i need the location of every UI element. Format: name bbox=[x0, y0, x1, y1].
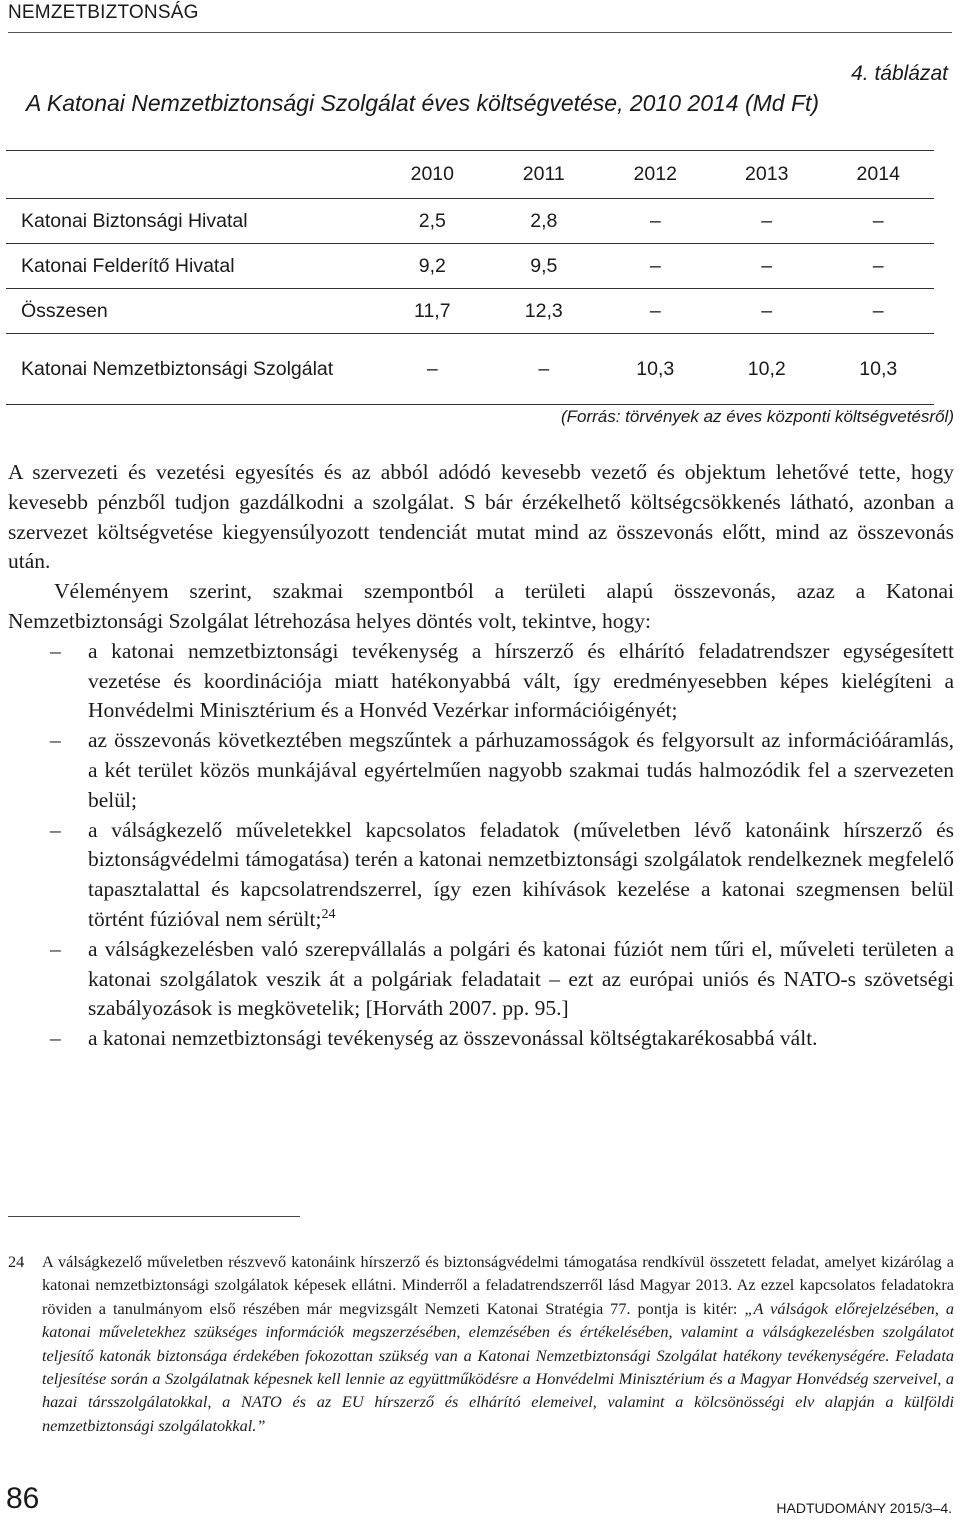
list-item-text: a katonai nemzetbiztonsági tevékenység az összevonással költségtakarékosabbá vált. bbox=[88, 1026, 818, 1051]
list-item-text: a katonai nemzetbiztonsági tevékenység a hírszerző és elhárító feladatrendszer egységesített vezetése és koordinációja miatt hatékonyabbá vált, így eredményesebben képes kielégíteni a Honvédelmi Minisztérium és a Honvéd Vezérkar információigényét; bbox=[88, 638, 954, 723]
running-header: NEMZETBIZTONSÁG bbox=[8, 2, 199, 23]
table-cell: – bbox=[711, 199, 822, 244]
table-cell: 10,3 bbox=[600, 334, 711, 405]
table-cell: – bbox=[600, 199, 711, 244]
table-row bbox=[6, 289, 934, 334]
table-header-row bbox=[6, 151, 934, 199]
row-label: Katonai Nemzetbiztonsági Szolgálat bbox=[6, 334, 377, 405]
dash-bullet: – bbox=[50, 638, 61, 663]
table-cell: – bbox=[822, 244, 934, 289]
list-item bbox=[8, 1024, 954, 1054]
row-label: Katonai Biztonsági Hivatal bbox=[6, 199, 377, 244]
list-item bbox=[8, 637, 954, 726]
list-item bbox=[8, 816, 954, 935]
footnote-reference[interactable]: 24 bbox=[321, 906, 336, 922]
list-item-text: a válságkezelésben való szerepvállalás a polgári és katonai fúziót nem tűri el, műveleti területen a katonai szolgálatok veszik át a polgáriak feladatait – ezt az európai uniós és NATO-s szövetségi szabályozások is megkövetelik; [Horváth 2007. pp. 95.] bbox=[88, 936, 954, 1021]
list-item-text: a válságkezelő műveletekkel kapcsolatos feladatok (műveletben lévő katonáink hírszerző és biztonságvédelmi támogatása) terén a katonai nemzetbiztonsági szolgálatok rendelkeznek megfelelő tapasztalattal és kapcsolatrendszerrel, így ezen kihívások kezelése a katonai szegmensen belül történt fúzióval nem sérült; bbox=[88, 817, 954, 931]
year-header: 2010 bbox=[377, 151, 488, 199]
page-number: 86 bbox=[6, 1482, 40, 1515]
list-item bbox=[8, 726, 954, 815]
table-title: A Katonai Nemzetbiztonsági Szolgálat éves költségvetése, 2010 2014 (Md Ft) bbox=[26, 90, 820, 116]
footnote-body bbox=[42, 1250, 954, 1437]
table-row bbox=[6, 244, 934, 289]
table-cell: – bbox=[600, 244, 711, 289]
footnote-number: 24 bbox=[8, 1252, 25, 1271]
table-cell: – bbox=[488, 334, 599, 405]
table-cell: – bbox=[711, 289, 822, 334]
list-item bbox=[8, 935, 954, 1024]
paragraph: Véleményem szerint, szakmai szempontból a területi alapú összevonás, azaz a Katonai Nemzetbiztonsági Szolgálat létrehozása helyes döntés volt, tekintve, hogy: bbox=[8, 579, 954, 633]
header-rule bbox=[8, 32, 952, 33]
table-header-empty bbox=[6, 151, 377, 199]
dash-bullet: – bbox=[50, 728, 61, 753]
table-cell: – bbox=[822, 289, 934, 334]
table-cell: 10,3 bbox=[822, 334, 934, 405]
year-header: 2011 bbox=[488, 151, 599, 199]
body-text bbox=[8, 458, 954, 1054]
table-row bbox=[6, 199, 934, 244]
table-cell: 2,8 bbox=[488, 199, 599, 244]
table-cell: – bbox=[377, 334, 488, 405]
table-number: 4. táblázat bbox=[851, 62, 948, 85]
budget-table bbox=[6, 150, 934, 405]
running-footer: HADTUDOMÁNY 2015/3–4. bbox=[776, 1500, 952, 1516]
table-cell: – bbox=[822, 199, 934, 244]
table-source-note: (Forrás: törvények az éves központi költségvetésről) bbox=[560, 407, 954, 426]
row-label: Összesen bbox=[6, 289, 377, 334]
table-cell: 2,5 bbox=[377, 199, 488, 244]
footnote bbox=[8, 1250, 954, 1437]
table-cell: 9,2 bbox=[377, 244, 488, 289]
paragraph: A szervezeti és vezetési egyesítés és az abból adódó kevesebb vezető és objektum lehetővé tette, hogy kevesebb pénzből tudjon gazdálkodni a szolgálat. S bár érzékelhető költségcsökkenés látható, azonban a szervezet költségvetése kiegyensúlyozott tendenciát mutat mind az összevonás előtt, mind az összevonás után. bbox=[8, 460, 954, 574]
year-header: 2012 bbox=[600, 151, 711, 199]
row-label: Katonai Felderítő Hivatal bbox=[6, 244, 377, 289]
table-cell: 10,2 bbox=[711, 334, 822, 405]
table-cell: 11,7 bbox=[377, 289, 488, 334]
dash-bullet: – bbox=[50, 817, 61, 842]
list-item-text: az összevonás következtében megszűntek a párhuzamosságok és felgyorsult az információáramlás, a két terület közös munkájával egyértelműen nagyobb szakmai tudás halmozódik fel a szervezeten belül; bbox=[88, 728, 954, 812]
footnote-quote: „A válságok előrejelzésében, a katonai műveletekhez szükséges információk megszerzésében, elemzésében és értékelésében, valamint a válságkezelésben szolgálatot teljesítő katonák biztonsága érdekében fokozottan szükség van a Katonai Nemzetbiztonsági Szolgálat hatékony tevékenységére. Feladata teljesítése során a Szolgálatnak képesnek kell lennie az együttműködésre a Honvédelmi Minisztérium és a Magyar Honvédség szerveivel, a hazai társszolgálatokkal, a NATO és az EU hírszerző és elhárító elemeivel, valamint a kölcsönösségi elv alapján a külföldi nemzetbiztonsági szolgálatokkal.” bbox=[42, 1298, 954, 1435]
year-header: 2014 bbox=[822, 151, 934, 199]
table-cell: 12,3 bbox=[488, 289, 599, 334]
year-header: 2013 bbox=[711, 151, 822, 199]
table-cell: – bbox=[711, 244, 822, 289]
footnote-text: A válságkezelő műveletben részvevő katonáink hírszerző és biztonságvédelmi támogatása rendkívül összetett feladat, amelyet kizárólag a katonai nemzetbiztonsági szolgálatok képesek ellátni. Minderről a feladatrendszerről lásd Magyar 2013. Az ezzel kapcsolatos feladatokra röviden a tanulmányom első részében már megvizsgált Nemzeti Katonai Stratégia 77. pontja is kitér: bbox=[42, 1252, 954, 1318]
bullet-list bbox=[8, 637, 954, 1054]
footnote-rule bbox=[8, 1216, 300, 1217]
table-cell: – bbox=[600, 289, 711, 334]
dash-bullet: – bbox=[50, 936, 61, 961]
table-cell: 9,5 bbox=[488, 244, 599, 289]
dash-bullet: – bbox=[50, 1026, 61, 1051]
table-row bbox=[6, 334, 934, 405]
